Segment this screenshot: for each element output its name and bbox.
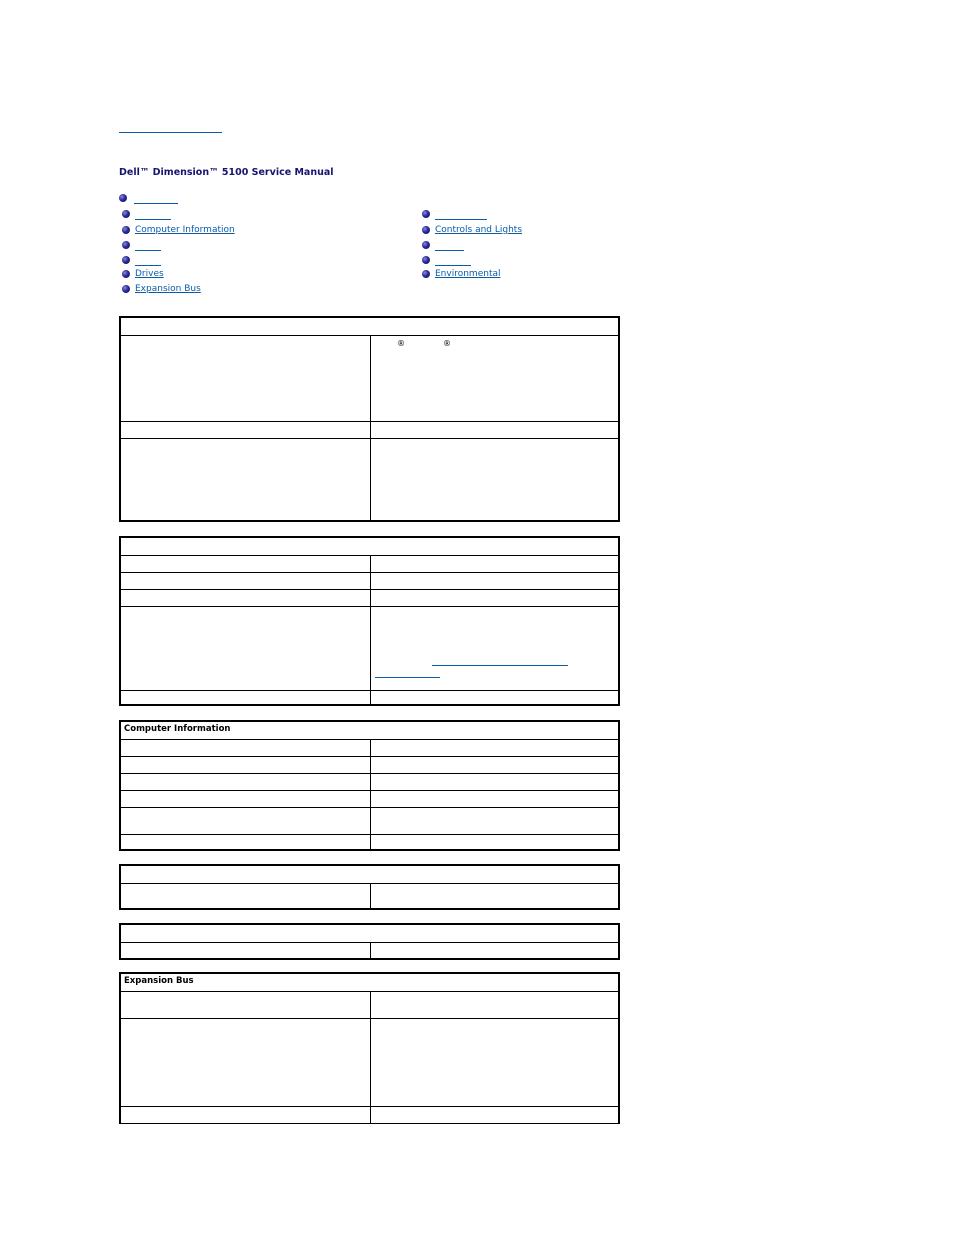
- table-row: [121, 790, 618, 807]
- table-header-row: [121, 318, 618, 335]
- bullet-icon: [122, 210, 130, 218]
- nav-link-computer-information[interactable]: Computer Information: [135, 225, 235, 235]
- nav-link-top[interactable]: [134, 193, 178, 204]
- nav-link-expansion-bus[interactable]: Expansion Bus: [135, 284, 201, 294]
- table-header-row: [121, 538, 618, 555]
- memory-table: [119, 536, 620, 706]
- table-row: [121, 690, 618, 706]
- table-header: Computer Information: [124, 724, 231, 734]
- table-row: [121, 335, 618, 421]
- bullet-icon: [422, 241, 430, 249]
- memory-link[interactable]: [432, 655, 568, 666]
- bullet-icon: [422, 256, 430, 264]
- bullet-icon: [122, 285, 130, 293]
- nav-link-controls-and-lights[interactable]: Controls and Lights: [435, 225, 523, 235]
- table-header-row: [121, 866, 618, 883]
- table-row: [121, 438, 618, 522]
- audio-table: [119, 923, 620, 960]
- bullet-icon: [122, 241, 130, 249]
- page-title: Dell™ Dimension™ 5100 Service Manual: [119, 167, 334, 178]
- table-row: [121, 756, 618, 773]
- bullet-icon: [422, 226, 430, 234]
- bullet-icon: [119, 194, 127, 202]
- memory-link[interactable]: [375, 667, 440, 678]
- table-row: [121, 991, 618, 1018]
- table-row: [121, 739, 618, 756]
- table-row: [121, 773, 618, 790]
- bullet-icon: [122, 226, 130, 234]
- nav-link-environmental[interactable]: Environmental: [435, 269, 501, 279]
- table-header-row: [121, 722, 618, 739]
- table-header-row: [121, 974, 618, 991]
- expansion-bus-table: [119, 972, 620, 1124]
- processor-table: [119, 316, 620, 522]
- nav-link-audio[interactable]: [135, 255, 161, 266]
- nav-link-video[interactable]: [135, 240, 161, 251]
- bullet-icon: [422, 210, 430, 218]
- table-row: [121, 1018, 618, 1106]
- table-row: [121, 1106, 618, 1124]
- bullet-icon: [422, 270, 430, 278]
- table-row: [121, 421, 618, 438]
- registered-mark: ®: [443, 339, 451, 348]
- bullet-icon: [122, 256, 130, 264]
- table-row: [121, 807, 618, 834]
- bullet-icon: [122, 270, 130, 278]
- table-row: [121, 589, 618, 606]
- table-header-row: [121, 925, 618, 942]
- table-header: Expansion Bus: [124, 976, 194, 986]
- table-row: [121, 606, 618, 690]
- nav-link-drives[interactable]: Drives: [135, 269, 164, 279]
- nav-link-processor[interactable]: [135, 209, 171, 220]
- nav-link-connectors[interactable]: [435, 209, 487, 220]
- video-table: [119, 864, 620, 910]
- table-row: [121, 572, 618, 589]
- computer-information-table: [119, 720, 620, 851]
- table-row: [121, 834, 618, 851]
- nav-link-power[interactable]: [435, 240, 464, 251]
- table-row: [121, 942, 618, 960]
- nav-link-physical[interactable]: [435, 255, 471, 266]
- table-row: [121, 555, 618, 572]
- registered-mark: ®: [397, 339, 405, 348]
- back-to-contents-link[interactable]: [119, 120, 222, 133]
- table-row: [121, 883, 618, 910]
